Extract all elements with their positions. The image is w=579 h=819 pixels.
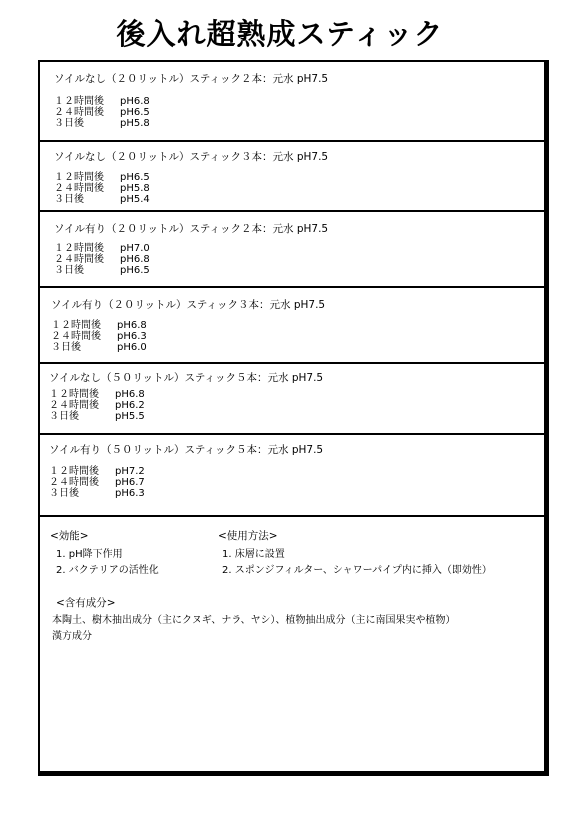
result-row <box>54 194 150 205</box>
row-label: １２時間後 <box>49 389 99 400</box>
result-row <box>54 265 150 276</box>
result-row <box>54 107 150 118</box>
row-label: ２４時間後 <box>54 183 104 194</box>
row-label: ２４時間後 <box>54 254 104 265</box>
ingredients-heading: <含有成分> <box>56 597 116 609</box>
ingredients-line: 漢方成分 <box>52 631 92 642</box>
effects-item: 2. バクテリアの活性化 <box>56 565 159 576</box>
result-row <box>54 243 150 254</box>
result-rows <box>54 172 150 205</box>
result-rows <box>54 243 150 276</box>
row-value: pH6.8 <box>115 389 145 400</box>
result-row <box>54 254 150 265</box>
row-value: pH6.8 <box>117 320 147 331</box>
section-header: ソイルなし（２０リットル）スティック２本：元水 pH7.5 <box>54 73 329 85</box>
results-frame <box>38 60 549 776</box>
row-value: pH6.3 <box>115 488 145 499</box>
section-header: ソイルなし（２０リットル）スティック３本：元水 pH7.5 <box>54 151 329 163</box>
effects-heading: <効能> <box>50 530 89 542</box>
row-value: pH7.2 <box>115 466 145 477</box>
effects-item: 1. pH降下作用 <box>56 549 123 560</box>
section-header: ソイルなし（５０リットル）スティック５本：元水 pH7.5 <box>49 372 324 384</box>
ingredients-line: 本陶土、樹木抽出成分（主にクヌギ、ナラ、ヤシ）、植物抽出成分（主に南国果実や植物） <box>52 615 456 626</box>
row-value: pH6.3 <box>117 331 147 342</box>
result-row <box>51 320 147 331</box>
result-rows <box>54 96 150 129</box>
result-row <box>54 118 150 129</box>
row-label: １２時間後 <box>54 172 104 183</box>
row-label: ３日後 <box>54 265 84 276</box>
result-rows <box>49 466 145 499</box>
section-header: ソイル有り（２０リットル）スティック２本：元水 pH7.5 <box>54 223 329 235</box>
result-section <box>40 142 544 212</box>
result-row <box>54 172 150 183</box>
usage-heading: <使用方法> <box>218 530 278 542</box>
row-label: ３日後 <box>49 411 79 422</box>
result-rows <box>49 389 145 422</box>
row-label: １２時間後 <box>51 320 101 331</box>
page-title: 後入れ超熟成スティック <box>116 17 444 51</box>
usage-item: 1. 床層に設置 <box>222 549 285 560</box>
row-label: ２４時間後 <box>49 400 99 411</box>
result-row <box>51 342 147 353</box>
usage-item: 2. スポンジフィルター、シャワーパイプ内に挿入（即効性） <box>222 565 492 576</box>
row-label: ３日後 <box>54 118 84 129</box>
row-label: ２４時間後 <box>54 107 104 118</box>
row-value: pH6.8 <box>120 96 150 107</box>
row-value: pH6.8 <box>120 254 150 265</box>
row-label: １２時間後 <box>54 96 104 107</box>
result-section <box>40 435 544 517</box>
result-rows <box>51 320 147 353</box>
row-value: pH7.0 <box>120 243 150 254</box>
row-value: pH6.7 <box>115 477 145 488</box>
row-label: １２時間後 <box>49 466 99 477</box>
result-section <box>40 288 544 364</box>
result-row <box>49 389 145 400</box>
section-header: ソイル有り（５０リットル）スティック５本：元水 pH7.5 <box>49 444 324 456</box>
result-row <box>54 96 150 107</box>
result-row <box>49 488 145 499</box>
row-label: ３日後 <box>54 194 84 205</box>
result-section <box>40 62 544 142</box>
row-label: ３日後 <box>49 488 79 499</box>
product-info <box>40 517 544 771</box>
result-section <box>40 212 544 288</box>
row-value: pH6.5 <box>120 265 150 276</box>
row-value: pH5.8 <box>120 118 150 129</box>
row-value: pH5.4 <box>120 194 150 205</box>
result-row <box>49 400 145 411</box>
result-row <box>49 477 145 488</box>
row-value: pH5.8 <box>120 183 150 194</box>
row-value: pH6.0 <box>117 342 147 353</box>
row-label: ２４時間後 <box>49 477 99 488</box>
result-section <box>40 364 544 435</box>
row-label: ３日後 <box>51 342 81 353</box>
result-row <box>54 183 150 194</box>
result-row <box>51 331 147 342</box>
row-value: pH6.5 <box>120 172 150 183</box>
row-label: １２時間後 <box>54 243 104 254</box>
result-row <box>49 466 145 477</box>
result-row <box>49 411 145 422</box>
row-value: pH6.5 <box>120 107 150 118</box>
row-value: pH6.2 <box>115 400 145 411</box>
section-header: ソイル有り（２０リットル）スティック３本：元水 pH7.5 <box>51 299 326 311</box>
row-value: pH5.5 <box>115 411 145 422</box>
row-label: ２４時間後 <box>51 331 101 342</box>
